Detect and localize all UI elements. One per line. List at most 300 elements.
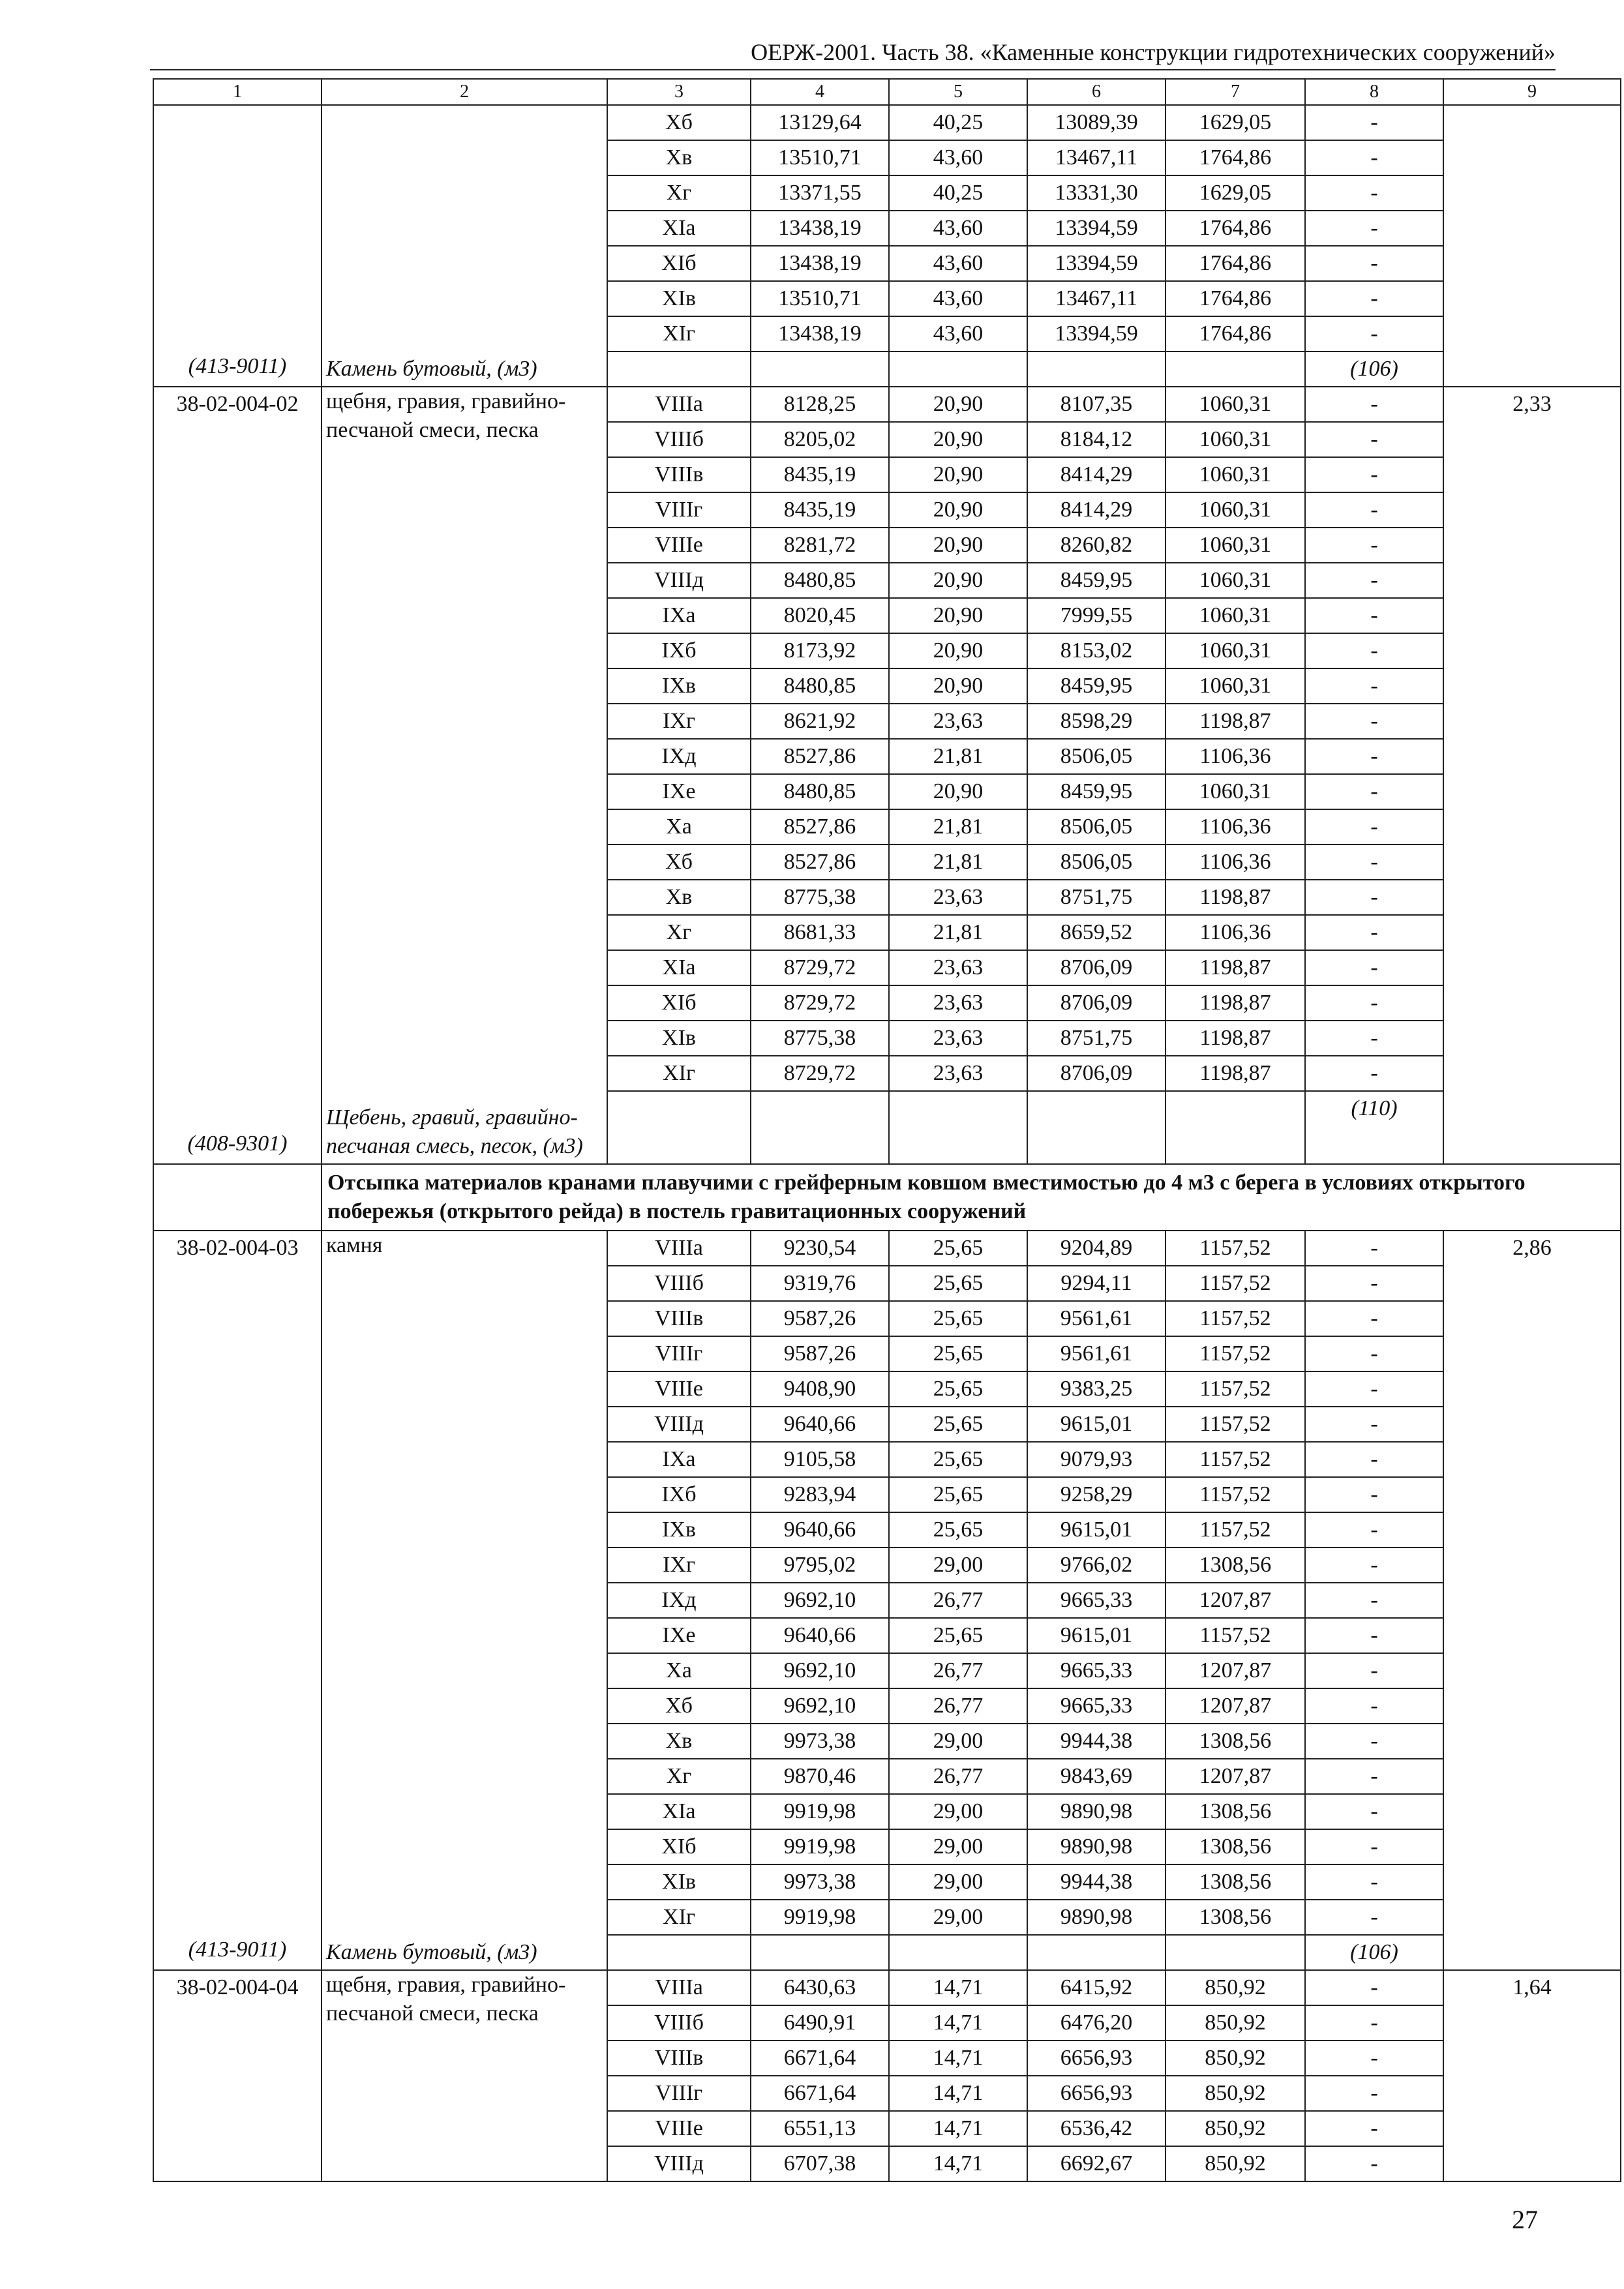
table-row [153,387,1621,422]
cell-col-3: VIIIа [607,1231,751,1266]
cell-col-4: 8480,85 [751,563,889,598]
cell-col-6: 8659,52 [1027,915,1165,950]
cell-col-6: 8506,05 [1027,809,1165,845]
cell-col-4: 6671,64 [751,2041,889,2076]
empty-cell [607,1935,751,1970]
cell-col-7: 1060,31 [1165,457,1305,492]
cell-col-3: Xг [607,915,751,950]
cell-col-7: 1060,31 [1165,633,1305,668]
cell-col-8: - [1305,492,1443,528]
cell-col-5: 14,71 [889,2005,1027,2041]
cell-col-6: 9890,98 [1027,1829,1165,1864]
cell-col-5: 20,90 [889,457,1027,492]
cell-col-6: 9615,01 [1027,1618,1165,1653]
cell-col-5: 25,65 [889,1512,1027,1548]
cell-col-3: VIIIб [607,1266,751,1301]
column-number-row [153,79,1621,105]
cell-col-8: - [1305,950,1443,985]
cell-col-5: 43,60 [889,211,1027,246]
cell-col-5: 23,63 [889,1021,1027,1056]
material-code: (413-9011) [188,354,287,378]
cell-col-3: Xб [607,845,751,880]
rate-code-cell [153,387,322,1164]
cell-col-3: IXб [607,1477,751,1512]
cell-col-3: XIб [607,246,751,281]
rate-code-cell [153,1970,322,2181]
material-name: Камень бутовый, (м3) [326,1940,537,1964]
page-number: 27 [1512,2205,1538,2234]
cell-col-5: 21,81 [889,915,1027,950]
cell-col-4: 8729,72 [751,985,889,1021]
cell-col-5: 23,63 [889,950,1027,985]
cell-col-4: 8173,92 [751,633,889,668]
cell-col-7: 850,92 [1165,2146,1305,2181]
cell-col-5: 25,65 [889,1301,1027,1336]
material-code: (413-9011) [188,1937,287,1962]
cell-col-8: - [1305,422,1443,457]
cell-col-4: 6430,63 [751,1970,889,2005]
cell-col-6: 13394,59 [1027,246,1165,281]
cell-col-8: - [1305,316,1443,352]
cell-col-8: - [1305,774,1443,809]
cell-col-3: XIв [607,281,751,316]
cell-col-7: 1198,87 [1165,985,1305,1021]
cell-col-8: - [1305,2111,1443,2146]
cell-col-3: VIIIа [607,387,751,422]
cell-col-7: 850,92 [1165,2076,1305,2111]
cell-col-6: 9294,11 [1027,1266,1165,1301]
cell-col-8: - [1305,633,1443,668]
cell-col-4: 9692,10 [751,1653,889,1688]
cell-col-4: 9640,66 [751,1407,889,1442]
cell-col-6: 9665,33 [1027,1688,1165,1724]
cell-col-5: 20,90 [889,598,1027,633]
norm-cell [1443,105,1621,387]
cell-col-4: 9408,90 [751,1371,889,1407]
cell-col-3: XIб [607,1829,751,1864]
cell-col-5: 43,60 [889,246,1027,281]
cell-col-4: 9795,02 [751,1548,889,1583]
cell-col-7: 1308,56 [1165,1900,1305,1935]
cell-col-8: - [1305,211,1443,246]
rate-code-cell [153,1231,322,1970]
cell-col-3: VIIIг [607,492,751,528]
empty-cell [1027,352,1165,387]
rates-table [153,78,1621,2182]
table-row [153,105,1621,140]
cell-col-8: - [1305,915,1443,950]
cell-col-6: 8751,75 [1027,1021,1165,1056]
work-name: щебня, гравия, гравийно-песчаной смеси, песка [326,1973,566,2026]
cell-col-4: 9230,54 [751,1231,889,1266]
cell-col-3: IXа [607,598,751,633]
norm-cell: 2,86 [1443,1231,1621,1970]
rate-code-cell [153,105,322,387]
cell-col-4: 9283,94 [751,1477,889,1512]
cell-col-4: 8527,86 [751,739,889,774]
cell-col-3: XIг [607,1056,751,1091]
cell-col-8: - [1305,1548,1443,1583]
cell-col-7: 1106,36 [1165,845,1305,880]
column-number: 5 [889,79,1027,105]
cell-col-5: 20,90 [889,633,1027,668]
empty-cell [751,1091,889,1164]
cell-col-4: 8775,38 [751,880,889,915]
cell-col-6: 13394,59 [1027,316,1165,352]
cell-col-7: 1157,52 [1165,1442,1305,1477]
cell-col-8: - [1305,1021,1443,1056]
cell-col-3: Xа [607,809,751,845]
cell-col-6: 9665,33 [1027,1653,1165,1688]
cell-col-3: Xв [607,140,751,175]
cell-col-8: - [1305,563,1443,598]
cell-col-4: 8435,19 [751,457,889,492]
cell-col-8: - [1305,1688,1443,1724]
column-number: 8 [1305,79,1443,105]
cell-col-4: 8527,86 [751,845,889,880]
cell-col-3: VIIIа [607,1970,751,2005]
cell-col-6: 8506,05 [1027,845,1165,880]
cell-col-4: 9919,98 [751,1900,889,1935]
cell-col-8: - [1305,739,1443,774]
cell-col-7: 1629,05 [1165,105,1305,140]
cell-col-6: 8598,29 [1027,704,1165,739]
cell-col-3: Xг [607,175,751,211]
cell-col-3: VIIIе [607,2111,751,2146]
cell-col-4: 6490,91 [751,2005,889,2041]
cell-col-5: 29,00 [889,1724,1027,1759]
cell-col-8: - [1305,880,1443,915]
cell-col-5: 26,77 [889,1759,1027,1794]
empty-cell [1165,1935,1305,1970]
cell-col-7: 850,92 [1165,2111,1305,2146]
cell-col-7: 1764,86 [1165,281,1305,316]
norm-cell: 2,33 [1443,387,1621,1164]
cell-col-7: 1060,31 [1165,598,1305,633]
cell-col-6: 8459,95 [1027,563,1165,598]
cell-col-5: 20,90 [889,668,1027,704]
cell-col-6: 8184,12 [1027,422,1165,457]
cell-col-7: 1198,87 [1165,950,1305,985]
cell-col-4: 8527,86 [751,809,889,845]
cell-col-6: 8706,09 [1027,985,1165,1021]
section-title: Отсыпка материалов кранами плавучими с грейферным ковшом вместимостью до 4 м3 с берега в условиях открытого побережья (открытого рейда) в постель гравитационных сооружений [322,1164,1621,1231]
cell-col-4: 9105,58 [751,1442,889,1477]
cell-col-7: 1060,31 [1165,774,1305,809]
cell-col-7: 1629,05 [1165,175,1305,211]
empty-cell [889,352,1027,387]
cell-col-8: - [1305,1759,1443,1794]
cell-col-8: - [1305,387,1443,422]
cell-col-3: VIIIг [607,1336,751,1371]
cell-col-6: 9766,02 [1027,1548,1165,1583]
cell-col-4: 9973,38 [751,1724,889,1759]
cell-col-8: - [1305,281,1443,316]
cell-col-7: 1157,52 [1165,1618,1305,1653]
cell-col-7: 1157,52 [1165,1477,1305,1512]
empty-cell [1165,352,1305,387]
cell-col-8: - [1305,1266,1443,1301]
cell-col-8: - [1305,1407,1443,1442]
cell-col-7: 1308,56 [1165,1724,1305,1759]
cell-col-6: 8414,29 [1027,457,1165,492]
cell-col-6: 8459,95 [1027,668,1165,704]
cell-col-3: IXб [607,633,751,668]
cell-col-5: 26,77 [889,1688,1027,1724]
cell-col-8: - [1305,1056,1443,1091]
cell-col-8: - [1305,1618,1443,1653]
work-name-cell [322,105,607,387]
cell-col-4: 6707,38 [751,2146,889,2181]
cell-col-5: 23,63 [889,1056,1027,1091]
column-number: 3 [607,79,751,105]
column-number: 2 [322,79,607,105]
cell-col-5: 20,90 [889,422,1027,457]
cell-col-5: 43,60 [889,316,1027,352]
material-quantity: (110) [1305,1091,1443,1164]
cell-col-7: 1207,87 [1165,1583,1305,1618]
material-quantity: (106) [1305,1935,1443,1970]
cell-col-4: 9587,26 [751,1336,889,1371]
cell-col-3: VIIIе [607,1371,751,1407]
cell-col-8: - [1305,457,1443,492]
cell-col-6: 6656,93 [1027,2076,1165,2111]
cell-col-3: IXд [607,739,751,774]
cell-col-3: IXг [607,1548,751,1583]
cell-col-7: 850,92 [1165,2005,1305,2041]
section-row [153,1164,1621,1231]
cell-col-5: 20,90 [889,528,1027,563]
cell-col-8: - [1305,528,1443,563]
cell-col-7: 1157,52 [1165,1371,1305,1407]
cell-col-8: - [1305,2146,1443,2181]
cell-col-8: - [1305,1900,1443,1935]
cell-col-7: 1157,52 [1165,1266,1305,1301]
cell-col-5: 29,00 [889,1864,1027,1900]
cell-col-8: - [1305,1512,1443,1548]
cell-col-6: 6415,92 [1027,1970,1165,2005]
header-rule [150,69,1556,70]
cell-col-3: XIг [607,316,751,352]
empty-cell [751,1935,889,1970]
cell-col-6: 8751,75 [1027,880,1165,915]
empty-cell [1027,1091,1165,1164]
cell-col-7: 1207,87 [1165,1759,1305,1794]
cell-col-3: XIв [607,1864,751,1900]
cell-col-5: 23,63 [889,704,1027,739]
cell-col-4: 9919,98 [751,1794,889,1829]
cell-col-8: - [1305,1231,1443,1266]
cell-col-8: - [1305,1442,1443,1477]
cell-col-7: 1106,36 [1165,809,1305,845]
cell-col-4: 8480,85 [751,668,889,704]
cell-col-8: - [1305,1724,1443,1759]
rate-code: 38-02-004-03 [176,1236,299,1260]
cell-col-7: 1764,86 [1165,246,1305,281]
cell-col-5: 26,77 [889,1653,1027,1688]
cell-col-7: 1198,87 [1165,880,1305,915]
cell-col-3: VIIIд [607,1407,751,1442]
page-header: ОЕРЖ-2001. Часть 38. «Каменные конструкции гидротехнических сооружений» [751,39,1556,65]
cell-col-4: 13371,55 [751,175,889,211]
cell-col-8: - [1305,598,1443,633]
cell-col-5: 29,00 [889,1900,1027,1935]
empty-cell [1027,1935,1165,1970]
cell-col-5: 21,81 [889,845,1027,880]
cell-col-4: 13129,64 [751,105,889,140]
cell-col-8: - [1305,175,1443,211]
cell-col-6: 6536,42 [1027,2111,1165,2146]
cell-col-7: 1157,52 [1165,1336,1305,1371]
cell-col-3: VIIIв [607,457,751,492]
cell-col-6: 9079,93 [1027,1442,1165,1477]
cell-col-4: 9973,38 [751,1864,889,1900]
work-name: камня [326,1233,383,1257]
empty-cell [607,352,751,387]
cell-col-4: 9870,46 [751,1759,889,1794]
cell-col-4: 6551,13 [751,2111,889,2146]
cell-col-6: 13467,11 [1027,281,1165,316]
cell-col-3: VIIIе [607,528,751,563]
cell-col-5: 25,65 [889,1477,1027,1512]
cell-col-6: 9615,01 [1027,1512,1165,1548]
cell-col-6: 8459,95 [1027,774,1165,809]
column-number: 1 [153,79,322,105]
cell-col-8: - [1305,1970,1443,2005]
cell-col-8: - [1305,2005,1443,2041]
cell-col-7: 1308,56 [1165,1548,1305,1583]
material-name: Камень бутовый, (м3) [326,357,537,381]
cell-col-3: XIг [607,1900,751,1935]
cell-col-3: VIIIв [607,1301,751,1336]
cell-col-5: 25,65 [889,1266,1027,1301]
cell-col-4: 9587,26 [751,1301,889,1336]
cell-col-6: 9615,01 [1027,1407,1165,1442]
cell-col-6: 8414,29 [1027,492,1165,528]
cell-col-5: 20,90 [889,774,1027,809]
cell-col-3: VIIIд [607,2146,751,2181]
cell-col-8: - [1305,704,1443,739]
cell-col-6: 9944,38 [1027,1864,1165,1900]
cell-col-6: 8107,35 [1027,387,1165,422]
material-name: Щебень, гравий, гравийно-песчаная смесь, песок, (м3) [326,1105,583,1158]
cell-col-6: 9561,61 [1027,1301,1165,1336]
cell-col-3: VIIIв [607,2041,751,2076]
cell-col-8: - [1305,2041,1443,2076]
cell-col-4: 9919,98 [751,1829,889,1864]
cell-col-3: IXа [607,1442,751,1477]
cell-col-5: 21,81 [889,739,1027,774]
empty-cell [889,1935,1027,1970]
cell-col-3: IXв [607,668,751,704]
cell-col-7: 1308,56 [1165,1794,1305,1829]
cell-col-4: 8729,72 [751,1056,889,1091]
cell-col-6: 6692,67 [1027,2146,1165,2181]
cell-col-7: 1157,52 [1165,1407,1305,1442]
cell-col-3: VIIIг [607,2076,751,2111]
cell-col-5: 29,00 [889,1794,1027,1829]
cell-col-3: IXв [607,1512,751,1548]
cell-col-5: 29,00 [889,1829,1027,1864]
cell-col-4: 13438,19 [751,316,889,352]
cell-col-7: 1106,36 [1165,739,1305,774]
cell-col-7: 1060,31 [1165,668,1305,704]
cell-col-5: 25,65 [889,1618,1027,1653]
column-number: 9 [1443,79,1621,105]
cell-col-7: 1198,87 [1165,704,1305,739]
cell-col-6: 8706,09 [1027,950,1165,985]
cell-col-3: VIIIд [607,563,751,598]
column-number: 4 [751,79,889,105]
work-name-cell [322,387,607,1164]
empty-cell [889,1091,1027,1164]
cell-col-4: 9319,76 [751,1266,889,1301]
cell-col-8: - [1305,845,1443,880]
cell-col-8: - [1305,1301,1443,1336]
cell-col-5: 25,65 [889,1407,1027,1442]
cell-col-6: 9890,98 [1027,1794,1165,1829]
cell-col-8: - [1305,140,1443,175]
cell-col-8: - [1305,809,1443,845]
cell-col-8: - [1305,246,1443,281]
cell-col-7: 1106,36 [1165,915,1305,950]
cell-col-6: 9944,38 [1027,1724,1165,1759]
cell-col-4: 13510,71 [751,140,889,175]
empty-cell [1165,1091,1305,1164]
empty-cell [153,1164,322,1231]
cell-col-6: 7999,55 [1027,598,1165,633]
cell-col-4: 8775,38 [751,1021,889,1056]
material-quantity: (106) [1305,352,1443,387]
cell-col-5: 26,77 [889,1583,1027,1618]
cell-col-7: 1157,52 [1165,1231,1305,1266]
cell-col-6: 13467,11 [1027,140,1165,175]
cell-col-5: 20,90 [889,492,1027,528]
cell-col-3: VIIIб [607,422,751,457]
cell-col-3: XIв [607,1021,751,1056]
cell-col-4: 8681,33 [751,915,889,950]
cell-col-6: 13394,59 [1027,211,1165,246]
cell-col-4: 9640,66 [751,1618,889,1653]
cell-col-7: 1157,52 [1165,1512,1305,1548]
table-row [153,1231,1621,1266]
cell-col-4: 6671,64 [751,2076,889,2111]
cell-col-7: 1060,31 [1165,528,1305,563]
cell-col-6: 9665,33 [1027,1583,1165,1618]
cell-col-7: 850,92 [1165,2041,1305,2076]
cell-col-6: 8260,82 [1027,528,1165,563]
cell-col-7: 1308,56 [1165,1829,1305,1864]
cell-col-3: Xв [607,1724,751,1759]
cell-col-7: 1060,31 [1165,492,1305,528]
cell-col-6: 9383,25 [1027,1371,1165,1407]
cell-col-8: - [1305,1371,1443,1407]
cell-col-6: 13331,30 [1027,175,1165,211]
cell-col-5: 25,65 [889,1442,1027,1477]
cell-col-8: - [1305,1336,1443,1371]
cell-col-5: 14,71 [889,1970,1027,2005]
cell-col-6: 8506,05 [1027,739,1165,774]
norm-cell: 1,64 [1443,1970,1621,2181]
cell-col-7: 1157,52 [1165,1301,1305,1336]
work-name-cell [322,1970,607,2181]
cell-col-3: IXе [607,774,751,809]
cell-col-5: 21,81 [889,809,1027,845]
cell-col-5: 14,71 [889,2146,1027,2181]
cell-col-8: - [1305,985,1443,1021]
cell-col-4: 13438,19 [751,246,889,281]
cell-col-3: XIа [607,211,751,246]
